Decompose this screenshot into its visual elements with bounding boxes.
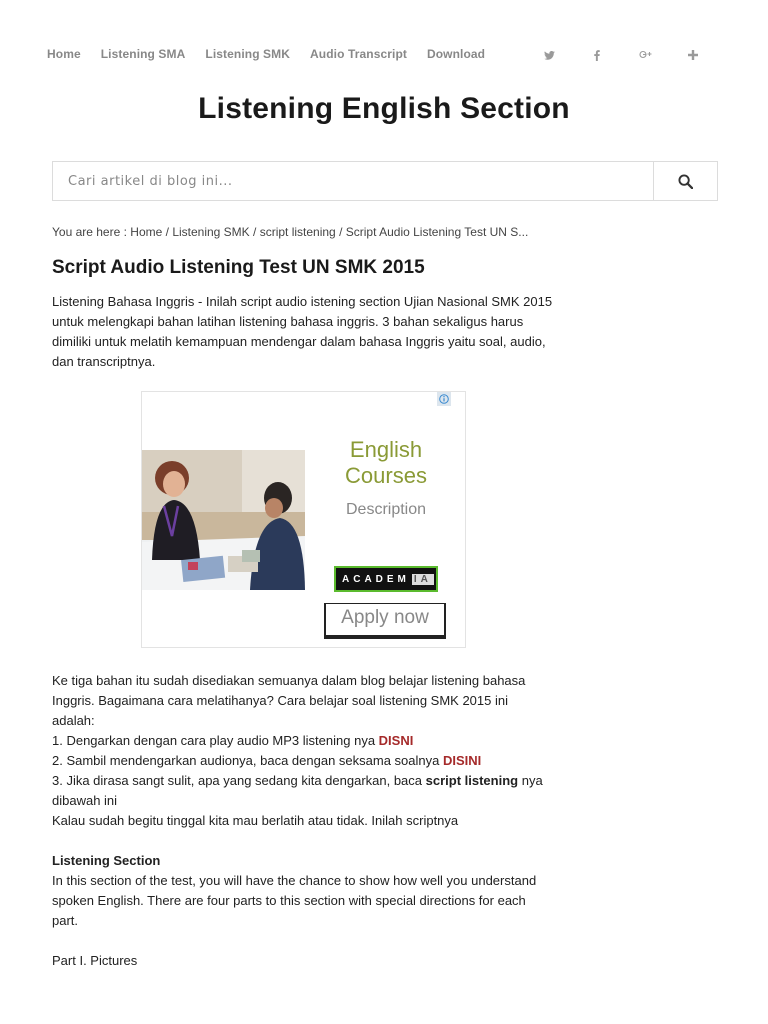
ad-logo-highlight: IA — [413, 573, 432, 585]
closing-text: Kalau sudah begitu tinggal kita mau berlatih atau tidak. Inilah scriptnya — [52, 813, 459, 828]
search-bar — [52, 161, 718, 201]
breadcrumb-script-listening[interactable]: script listening — [259, 225, 336, 239]
breadcrumb-current: Script Audio Listening Test UN S... — [345, 225, 529, 239]
nav-item-audio-transcript[interactable]: Audio Transcript — [310, 47, 407, 61]
nav-item-home[interactable]: Home — [47, 47, 81, 61]
search-button[interactable] — [653, 162, 717, 200]
breadcrumb-listening-smk[interactable]: Listening SMK — [172, 225, 250, 239]
ad-photo[interactable] — [142, 450, 305, 590]
part-1-heading: Part I. Pictures — [52, 953, 138, 968]
top-navigation — [47, 38, 717, 70]
social-links — [525, 47, 717, 62]
breadcrumb-separator: / — [162, 225, 173, 239]
step-1-link[interactable]: DISNI — [378, 733, 414, 748]
ad-info-icon[interactable] — [437, 392, 451, 406]
search-input[interactable] — [53, 162, 653, 200]
breadcrumb — [52, 225, 552, 239]
body-paragraph: Ke tiga bahan itu sudah disediakan semuanya dalam blog belajar listening bahasa Inggris. Bagaimana cara melatihanya? Cara belajar soal listening SMK 2015 ini adalah: — [52, 673, 526, 728]
step-2-text: 2. Sambil mendengarkan audionya, baca dengan seksama soalnya — [52, 753, 443, 768]
section-text: In this section of the test, you will have the chance to show how well you understand spoken English. There are four parts to this section with special directions for each part. — [52, 873, 537, 928]
academia-logo[interactable] — [334, 566, 438, 592]
apply-now-button[interactable]: Apply now — [324, 603, 446, 637]
nav-item-listening-smk[interactable]: Listening SMK — [205, 47, 291, 61]
advertisement[interactable] — [141, 391, 466, 648]
step-3-suffix: nya dibawah ini — [52, 773, 543, 808]
breadcrumb-home[interactable]: Home — [130, 225, 163, 239]
breadcrumb-separator: / — [335, 225, 346, 239]
ad-logo-text: ACADEM — [342, 573, 410, 585]
ad-headline[interactable]: English Courses — [345, 437, 427, 488]
breadcrumb-separator: / — [249, 225, 260, 239]
step-2-link[interactable]: DISINI — [442, 753, 482, 768]
nav-menu — [47, 47, 505, 61]
plus-icon[interactable] — [669, 47, 717, 62]
step-3-bold: script listening — [425, 773, 519, 788]
nav-item-listening-sma[interactable]: Listening SMA — [100, 47, 186, 61]
twitter-icon[interactable] — [525, 47, 573, 62]
ad-description[interactable]: Description — [345, 501, 427, 518]
nav-item-download[interactable]: Download — [426, 47, 486, 61]
step-3-text: 3. Jika dirasa sangt sulit, apa yang sedang kita dengarkan, baca — [52, 773, 426, 788]
search-icon — [678, 174, 693, 189]
post-title: Script Audio Listening Test UN SMK 2015 — [52, 257, 425, 278]
section-heading: Listening Section — [52, 853, 161, 868]
site-title[interactable]: Listening English Section — [198, 92, 570, 125]
facebook-icon[interactable] — [573, 47, 621, 62]
intro-paragraph: Listening Bahasa Inggris - Inilah script audio istening section Ujian Nasional SMK 2015 untuk melengkapi bahan latihan listening bahasa inggris. 3 bahan sekaligus harus dimiliki untuk melatih kemampuan mendengar dalam bahasa Inggris yaitu soal, audio, dan transcriptnya. — [52, 294, 553, 369]
breadcrumb-prefix: You are here : — [52, 225, 131, 239]
step-1-text: 1. Dengarkan dengan cara play audio MP3 listening nya — [52, 733, 379, 748]
post-body — [52, 671, 554, 971]
google-plus-icon[interactable] — [621, 47, 669, 62]
